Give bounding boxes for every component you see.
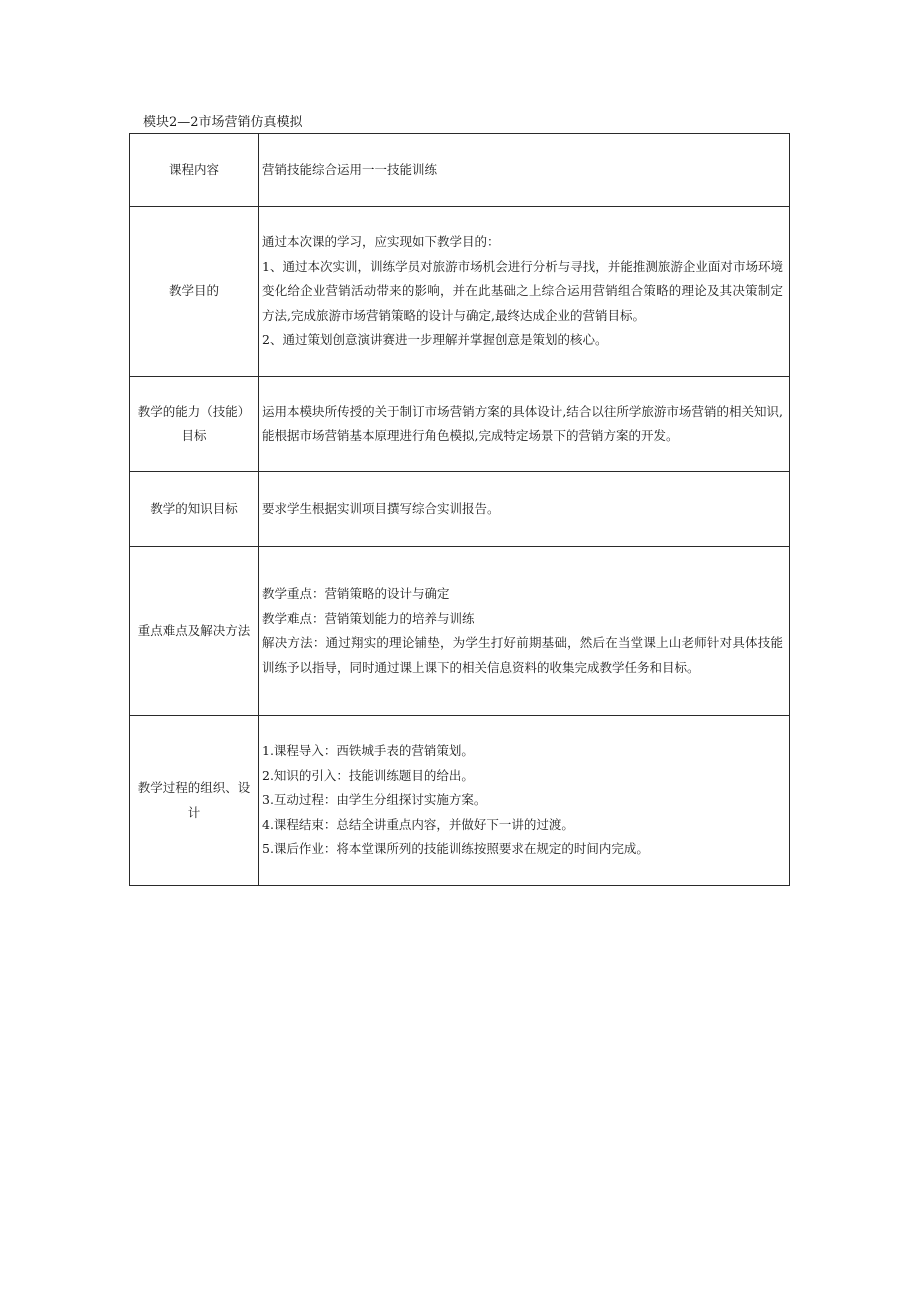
content-line: 教学难点：营销策划能力的培养与训练 bbox=[262, 610, 475, 626]
row-label: 教学的知识目标 bbox=[130, 472, 259, 547]
content-line: 1、通过本次实训，训练学员对旅游市场机会进行分析与寻找，并能推测旅游企业面对市场环境变化给企业营销活动带来的影响，并在此基础之上综合运用营销组合策略的理论及其决策制定方法,完成旅游市场营销策略的设计与确定,最终达成企业的营销目标。 bbox=[262, 258, 783, 323]
content-line: 通过本次课的学习，应实现如下教学目的： bbox=[262, 234, 500, 250]
content-line: 5.课后作业：将本堂课所列的技能训练按照要求在规定的时间内完成。 bbox=[262, 841, 649, 857]
lesson-plan-table bbox=[129, 133, 790, 886]
table-row-course-content bbox=[130, 134, 790, 207]
row-label: 教学目的 bbox=[130, 207, 259, 377]
document-title: 模块2—2市场营销仿真模拟 bbox=[143, 115, 303, 130]
content-line: 教学重点：营销策略的设计与确定 bbox=[262, 586, 450, 601]
row-content bbox=[259, 207, 790, 377]
content-line: 解决方法：通过翔实的理论铺垫，为学生打好前期基础，然后在当堂课上山老师针对具体技能训练予以指导，同时通过课上课下的相关信息资料的收集完成教学任务和目标。 bbox=[262, 635, 783, 675]
table-row-knowledge-goal bbox=[130, 472, 790, 547]
row-content bbox=[259, 377, 790, 472]
table-row-ability-goal bbox=[130, 377, 790, 472]
row-content bbox=[259, 716, 790, 886]
content-line: 3.互动过程：由学生分组探讨实施方案。 bbox=[262, 792, 487, 808]
row-label: 重点难点及解决方法 bbox=[130, 547, 259, 716]
table-row-key-difficult-points bbox=[130, 547, 790, 716]
content-line: 运用本模块所传授的关于制订市场营销方案的具体设计,结合以往所学旅游市场营销的相关知识,能根据市场营销基本原理进行角色模拟,完成特定场景下的营销方案的开发。 bbox=[262, 403, 783, 443]
table-row-teaching-purpose bbox=[130, 207, 790, 377]
content-line: 2、通过策划创意演讲赛进一步理解并掌握创意是策划的核心。 bbox=[262, 332, 608, 348]
row-content bbox=[259, 134, 790, 207]
row-content bbox=[259, 547, 790, 716]
content-line: 1.课程导入：西铁城手表的营销策划。 bbox=[262, 743, 474, 759]
content-line: 2.知识的引入：技能训练题目的给出。 bbox=[262, 767, 474, 783]
content-line: 要求学生根据实训项目撰写综合实训报告。 bbox=[262, 500, 500, 516]
row-label: 教学的能力（技能）目标 bbox=[130, 377, 259, 472]
row-label: 课程内容 bbox=[130, 134, 259, 207]
table-row-teaching-process bbox=[130, 716, 790, 886]
content-line: 营销技能综合运用一一技能训练 bbox=[262, 161, 438, 177]
row-label: 教学过程的组织、设计 bbox=[130, 716, 259, 886]
row-content bbox=[259, 472, 790, 547]
content-line: 4.课程结束：总结全讲重点内容，并做好下一讲的过渡。 bbox=[262, 816, 574, 832]
